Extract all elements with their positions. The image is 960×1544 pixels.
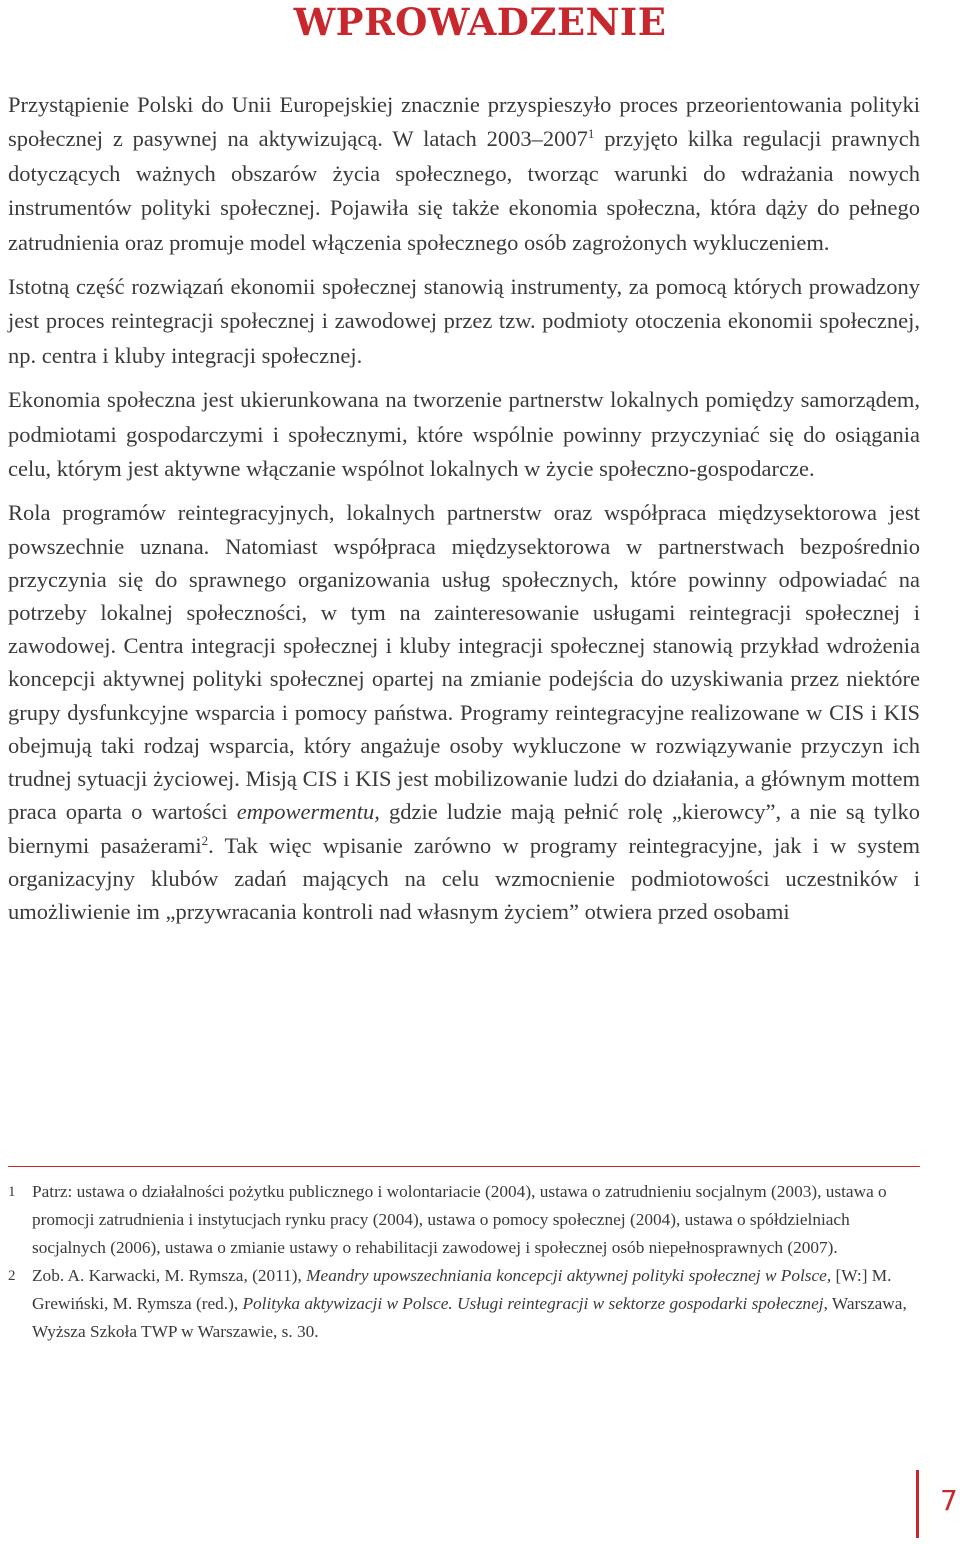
footnote-text: Patrz: ustawa o działalności pożytku publicznego i wolontariacie (2004), ustawa o zatrudnieniu socjalnym (2003), ustawa o promocji zatrudnienia i instytucjach rynku pracy (2004), ustawa o pomocy społecznej (2004), ustawa o spółdzielniach socjalnych (2006), ustawa o zmianie ustawy o rehabilitacji zawodowej i społecznej osób niepełnosprawnych (2007).: [32, 1182, 887, 1257]
paragraph-4: Rola programów reintegracyjnych, lokalnych partnerstw oraz współpraca międzysektorowa jest powszechnie uznana. Natomiast współpraca międzysektorowa w partnerstwach bezpośrednio przyczynia się do sprawnego organizowania usług społecznych, które powinny odpowiadać na potrzeby lokalnej społeczności, w tym na zainteresowanie usługami reintegracji społecznej i zawodowej. Centra integracji społecznej i kluby integracji społecznej stanowią przykład wdrożenia koncepcji aktywnej polityki społecznej opartej na zmianie podejścia do uzyskiwania przez niektóre grupy dysfunkcyjne wsparcia i pomocy państwa. Programy reintegracyjne realizowane w CIS i KIS obejmują taki rodzaj wsparcia, który angażuje osoby wykluczone w rozwiązywanie przyczyn ich trudnej sytuacji życiowej. Misją CIS i KIS jest mobilizowanie ludzi do działania, a głównym mottem praca oparta o wartości empowermentu, gdzie ludzie mają pełnić rolę „kierowcy”, a nie są tylko biernymi pasażerami$^2$. Tak więc wpisanie zarówno w programy reintegracyjne, jak i w system organizacyjny klubów zadań mających na celu wzmocnienie podmiotowości uczestników i umożliwienie im „przywracania kontroli nad własnym życiem” otwiera przed osobami: [8, 500, 920, 924]
footnote-number: 2: [8, 1268, 16, 1284]
footnote-number: 1: [8, 1184, 16, 1200]
page-number: 7: [940, 1484, 958, 1517]
paragraph-3: Ekonomia społeczna jest ukierunkowana na tworzenie partnerstw lokalnych pomiędzy samorządem, podmiotami gospodarczymi i społecznymi, które wspólnie powinny przyczyniać się do osiągania celu, którym jest aktywne włączanie wspólnot lokalnych w życie społeczno-gospodarcze.: [8, 387, 920, 482]
footnote-2: 2 Zob. A. Karwacki, M. Rymsza, (2011), Meandry upowszechniania koncepcji aktywnej polityki społecznej w Polsce, [W:] M. Grewiński, M. Rymsza (red.), Polityka aktywizacji w Polsce. Usługi reintegracji w sektorze gospodarki społecznej, Warszawa, Wyższa Szkoła TWP w Warszawie, s. 30.: [8, 1262, 920, 1346]
paragraph-1: Przystąpienie Polski do Unii Europejskiej znacznie przyspieszyło proces przeorientowania polityki społecznej z pasywnej na aktywizującą. W latach 2003–2007$^1$ przyjęto kilka regulacji prawnych dotyczących ważnych obszarów życia społecznego, tworząc warunki do wdrażania nowych instrumentów polityki społecznej. Pojawiła się także ekonomia społeczna, która dąży do pełnego zatrudnienia oraz promuje model włączenia społecznego osób zagrożonych wykluczeniem.: [8, 92, 920, 255]
page-title: WPROWADZENIE: [293, 0, 667, 44]
page-number-rule: [916, 1470, 919, 1538]
paragraph-2: Istotną część rozwiązań ekonomii społecznej stanowią instrumenty, za pomocą których prowadzony jest proces reintegracji społecznej i zawodowej przez tzw. podmioty otoczenia ekonomii społecznej, np. centra i kluby integracji społecznej.: [8, 274, 920, 368]
footnote-1: [8, 1178, 920, 1262]
footnote-ref-1[interactable]: 1: [587, 126, 595, 142]
main-text: [8, 88, 920, 938]
footnotes: [8, 1178, 920, 1346]
footnote-ref-2[interactable]: 2: [201, 832, 209, 848]
footnote-divider: [8, 1166, 920, 1167]
